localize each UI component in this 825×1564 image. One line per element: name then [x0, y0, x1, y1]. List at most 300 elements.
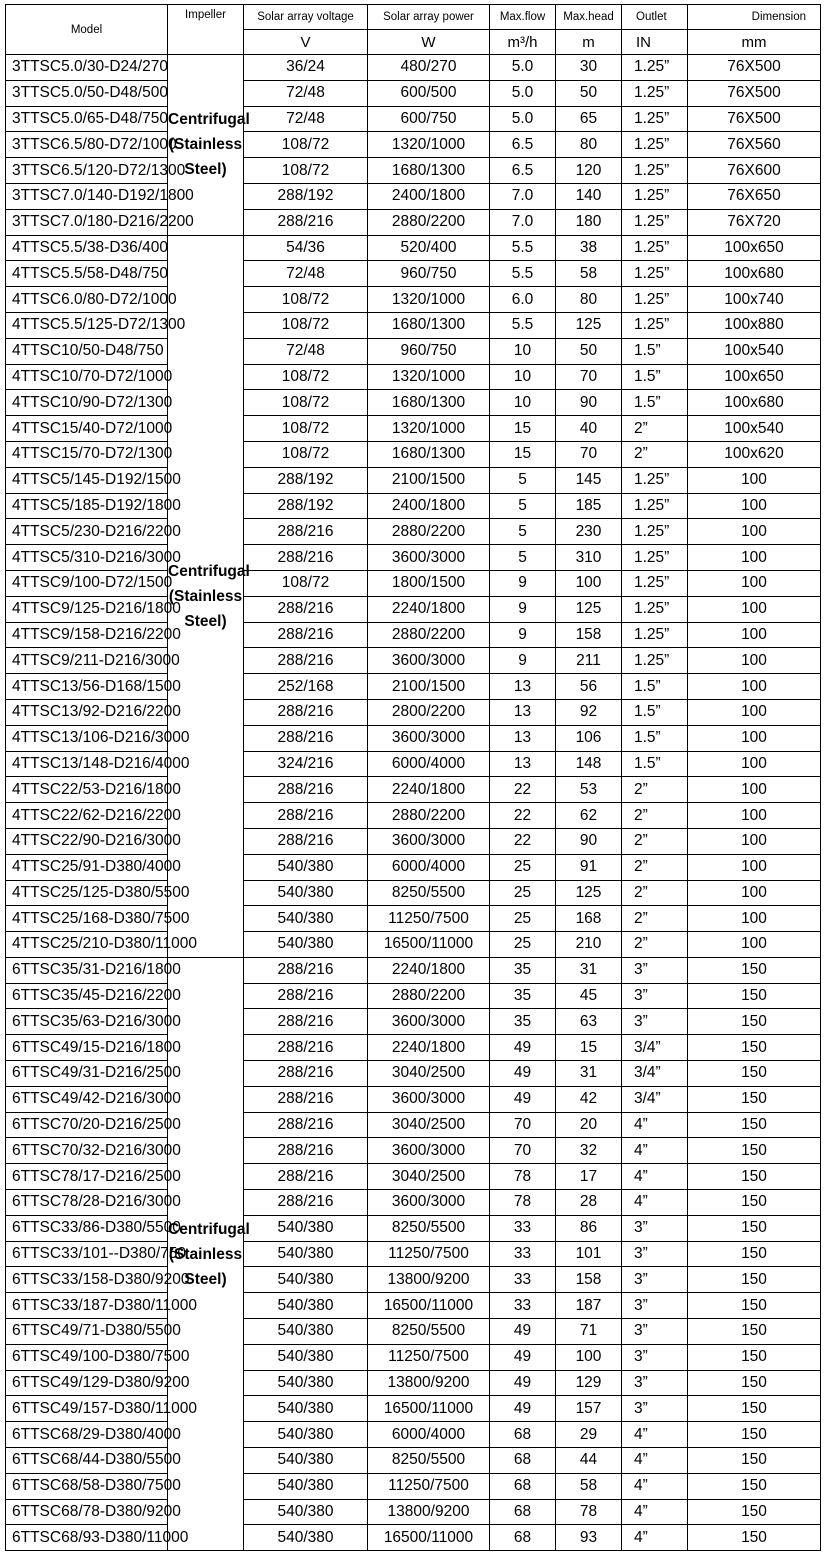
table-row	[6, 467, 821, 493]
head-cell: 30	[556, 55, 622, 81]
voltage-cell: 108/72	[244, 312, 368, 338]
power-cell: 2240/1800	[368, 1035, 490, 1061]
flow-cell: 25	[490, 906, 556, 932]
power-cell: 13800/9200	[368, 1370, 490, 1396]
table-row	[6, 183, 821, 209]
dimension-cell: 100	[688, 493, 821, 519]
head-cell: 310	[556, 545, 622, 571]
outlet-cell: 2”	[622, 803, 688, 829]
table-row	[6, 80, 821, 106]
head-cell: 148	[556, 751, 622, 777]
flow-cell: 5	[490, 467, 556, 493]
flow-cell: 70	[490, 1112, 556, 1138]
pump-spec-table	[5, 4, 821, 1551]
power-cell: 960/750	[368, 338, 490, 364]
impeller-header: Impeller	[168, 5, 244, 55]
flow-cell: 9	[490, 570, 556, 596]
head-cell: 210	[556, 932, 622, 958]
dimension-cell: 76X500	[688, 106, 821, 132]
table-row	[6, 338, 821, 364]
power-cell: 1320/1000	[368, 132, 490, 158]
model-cell: 4TTSC5.5/58-D48/750	[6, 261, 168, 287]
table-row	[6, 209, 821, 235]
outlet-cell: 3”	[622, 1241, 688, 1267]
power-cell: 1320/1000	[368, 287, 490, 313]
flow-cell: 35	[490, 1009, 556, 1035]
outlet-cell: 1.25”	[622, 183, 688, 209]
outlet-cell: 3”	[622, 1293, 688, 1319]
power-cell: 2880/2200	[368, 209, 490, 235]
power-cell: 2240/1800	[368, 596, 490, 622]
outlet-cell: 1.25”	[622, 312, 688, 338]
table-row	[6, 106, 821, 132]
outlet-cell: 4”	[622, 1499, 688, 1525]
dimension-cell: 100x880	[688, 312, 821, 338]
head-cell: 211	[556, 648, 622, 674]
voltage-cell: 108/72	[244, 158, 368, 184]
flow-cell: 9	[490, 596, 556, 622]
model-cell: 6TTSC70/20-D216/2500	[6, 1112, 168, 1138]
outlet-cell: 1.5”	[622, 390, 688, 416]
impeller-label-line: (Stainless	[168, 1245, 243, 1263]
dimension-cell: 150	[688, 1473, 821, 1499]
voltage-cell: 540/380	[244, 1525, 368, 1551]
outlet-cell: 2”	[622, 416, 688, 442]
outlet-cell: 1.25”	[622, 106, 688, 132]
flow-cell: 9	[490, 648, 556, 674]
outlet-cell: 1.25”	[622, 467, 688, 493]
voltage-cell: 540/380	[244, 1499, 368, 1525]
table-row	[6, 1319, 821, 1345]
dimension-cell: 100	[688, 854, 821, 880]
table-row	[6, 416, 821, 442]
head-cell: 31	[556, 1061, 622, 1087]
voltage-cell: 540/380	[244, 1370, 368, 1396]
dimension-cell: 150	[688, 1293, 821, 1319]
outlet-cell: 4”	[622, 1473, 688, 1499]
model-cell: 6TTSC70/32-D216/3000	[6, 1138, 168, 1164]
flow-cell: 49	[490, 1086, 556, 1112]
dimension-cell: 150	[688, 1448, 821, 1474]
outlet-cell: 2”	[622, 441, 688, 467]
outlet-cell: 1.25”	[622, 287, 688, 313]
flow-cell: 13	[490, 674, 556, 700]
flow-cell: 5.0	[490, 106, 556, 132]
table-row	[6, 1138, 821, 1164]
power-cell: 3600/3000	[368, 828, 490, 854]
table-row	[6, 880, 821, 906]
dimension-cell: 150	[688, 1190, 821, 1216]
table-row	[6, 1241, 821, 1267]
power-cell: 16500/11000	[368, 1293, 490, 1319]
table-row	[6, 1525, 821, 1551]
voltage-cell: 108/72	[244, 364, 368, 390]
outlet-cell: 1.25”	[622, 545, 688, 571]
table-row	[6, 441, 821, 467]
dimension-cell: 100x650	[688, 364, 821, 390]
voltage-cell: 108/72	[244, 287, 368, 313]
voltage-cell: 288/192	[244, 183, 368, 209]
model-cell: 3TTSC5.0/50-D48/500	[6, 80, 168, 106]
head-cell: 91	[556, 854, 622, 880]
outlet-cell: 4”	[622, 1422, 688, 1448]
flow-cell: 22	[490, 777, 556, 803]
model-cell: 3TTSC6.5/80-D72/1000	[6, 132, 168, 158]
flow-cell: 6.0	[490, 287, 556, 313]
voltage-cell: 288/216	[244, 622, 368, 648]
model-cell: 3TTSC5.0/30-D24/270	[6, 55, 168, 81]
dimension-cell: 150	[688, 1499, 821, 1525]
outlet-cell: 1.25”	[622, 622, 688, 648]
flow-cell: 5.0	[490, 80, 556, 106]
flow-cell: 49	[490, 1370, 556, 1396]
head-cell: 31	[556, 957, 622, 983]
model-cell: 4TTSC5/230-D216/2200	[6, 519, 168, 545]
table-row	[6, 777, 821, 803]
flow-cell: 10	[490, 390, 556, 416]
voltage-cell: 288/216	[244, 519, 368, 545]
model-cell: 6TTSC68/78-D380/9200	[6, 1499, 168, 1525]
power-cell: 1320/1000	[368, 416, 490, 442]
power-cell: 13800/9200	[368, 1267, 490, 1293]
dimension-cell: 100x740	[688, 287, 821, 313]
dimension-header: Dimension	[688, 5, 821, 30]
model-cell: 3TTSC5.0/65-D48/750	[6, 106, 168, 132]
model-cell: 4TTSC5.5/38-D36/400	[6, 235, 168, 261]
power-cell: 6000/4000	[368, 751, 490, 777]
head-cell: 158	[556, 622, 622, 648]
model-cell: 4TTSC25/125-D380/5500	[6, 880, 168, 906]
dimension-cell: 100	[688, 570, 821, 596]
outlet-cell: 1.5”	[622, 674, 688, 700]
table-row	[6, 55, 821, 81]
voltage-cell: 288/216	[244, 1138, 368, 1164]
table-row	[6, 1422, 821, 1448]
head-cell: 56	[556, 674, 622, 700]
dimension-cell: 100	[688, 648, 821, 674]
outlet-cell: 3”	[622, 1370, 688, 1396]
voltage-cell: 288/216	[244, 777, 368, 803]
head-cell: 58	[556, 261, 622, 287]
model-cell: 6TTSC33/187-D380/11000	[6, 1293, 168, 1319]
table-row	[6, 364, 821, 390]
dimension-cell: 150	[688, 1009, 821, 1035]
outlet-header: Outlet	[622, 5, 688, 30]
dimension-cell: 150	[688, 983, 821, 1009]
dimension-cell: 100x650	[688, 235, 821, 261]
outlet-cell: 1.25”	[622, 648, 688, 674]
dimension-cell: 100	[688, 699, 821, 725]
power-cell: 1680/1300	[368, 390, 490, 416]
flow-cell: 6.5	[490, 132, 556, 158]
voltage-header: Solar array voltage	[244, 5, 368, 30]
head-cell: 120	[556, 158, 622, 184]
power-cell: 11250/7500	[368, 906, 490, 932]
voltage-cell: 540/380	[244, 1422, 368, 1448]
dimension-cell: 150	[688, 1112, 821, 1138]
voltage-cell: 108/72	[244, 132, 368, 158]
table-row	[6, 596, 821, 622]
outlet-cell: 1.25”	[622, 132, 688, 158]
head-cell: 185	[556, 493, 622, 519]
flow-cell: 49	[490, 1396, 556, 1422]
dimension-cell: 150	[688, 1370, 821, 1396]
outlet-cell: 1.5”	[622, 751, 688, 777]
voltage-cell: 540/380	[244, 932, 368, 958]
flow-cell: 5.5	[490, 235, 556, 261]
power-cell: 3600/3000	[368, 725, 490, 751]
power-cell: 2880/2200	[368, 519, 490, 545]
outlet-cell: 3”	[622, 957, 688, 983]
power-cell: 1320/1000	[368, 364, 490, 390]
outlet-cell: 1.5”	[622, 338, 688, 364]
power-cell: 3040/2500	[368, 1112, 490, 1138]
power-cell: 1800/1500	[368, 570, 490, 596]
dimension-cell: 150	[688, 1164, 821, 1190]
flow-cell: 33	[490, 1267, 556, 1293]
voltage-cell: 540/380	[244, 1215, 368, 1241]
power-cell: 11250/7500	[368, 1473, 490, 1499]
dimension-cell: 150	[688, 1344, 821, 1370]
dimension-cell: 76X650	[688, 183, 821, 209]
flow-cell: 6.5	[490, 158, 556, 184]
voltage-cell: 288/216	[244, 1190, 368, 1216]
table-row	[6, 1473, 821, 1499]
model-cell: 4TTSC13/92-D216/2200	[6, 699, 168, 725]
voltage-cell: 36/24	[244, 55, 368, 81]
table-row	[6, 828, 821, 854]
power-cell: 11250/7500	[368, 1241, 490, 1267]
voltage-cell: 288/216	[244, 596, 368, 622]
dimension-cell: 100x680	[688, 390, 821, 416]
power-cell: 6000/4000	[368, 1422, 490, 1448]
power-cell: 13800/9200	[368, 1499, 490, 1525]
table-row	[6, 699, 821, 725]
dimension-cell: 100x540	[688, 338, 821, 364]
head-cell: 62	[556, 803, 622, 829]
head-cell: 125	[556, 880, 622, 906]
head-cell: 106	[556, 725, 622, 751]
power-cell: 2100/1500	[368, 467, 490, 493]
voltage-cell: 540/380	[244, 880, 368, 906]
outlet-cell: 2”	[622, 777, 688, 803]
impeller-label-line: Steel)	[184, 161, 227, 179]
model-cell: 4TTSC9/158-D216/2200	[6, 622, 168, 648]
outlet-cell: 2”	[622, 932, 688, 958]
dimension-cell: 100	[688, 596, 821, 622]
head-cell: 63	[556, 1009, 622, 1035]
flow-cell: 68	[490, 1473, 556, 1499]
table-row	[6, 906, 821, 932]
model-cell: 6TTSC35/63-D216/3000	[6, 1009, 168, 1035]
model-cell: 4TTSC9/100-D72/1500	[6, 570, 168, 596]
head-cell: 42	[556, 1086, 622, 1112]
model-cell: 4TTSC10/90-D72/1300	[6, 390, 168, 416]
table-row	[6, 287, 821, 313]
dimension-cell: 150	[688, 1422, 821, 1448]
table-row	[6, 932, 821, 958]
dimension-cell: 100	[688, 932, 821, 958]
flow-cell: 10	[490, 338, 556, 364]
power-cell: 8250/5500	[368, 1319, 490, 1345]
power-cell: 3600/3000	[368, 648, 490, 674]
model-cell: 4TTSC25/210-D380/11000	[6, 932, 168, 958]
flow-cell: 5.5	[490, 312, 556, 338]
head-cell: 187	[556, 1293, 622, 1319]
head-cell: 78	[556, 1499, 622, 1525]
power-cell: 480/270	[368, 55, 490, 81]
head-cell: 145	[556, 467, 622, 493]
power-unit: W	[368, 30, 490, 55]
flow-cell: 33	[490, 1215, 556, 1241]
power-cell: 3040/2500	[368, 1061, 490, 1087]
dimension-cell: 100	[688, 622, 821, 648]
flow-cell: 22	[490, 803, 556, 829]
power-cell: 2400/1800	[368, 183, 490, 209]
head-cell: 125	[556, 312, 622, 338]
flow-cell: 25	[490, 880, 556, 906]
model-cell: 6TTSC68/29-D380/4000	[6, 1422, 168, 1448]
voltage-cell: 540/380	[244, 854, 368, 880]
outlet-cell: 2”	[622, 828, 688, 854]
head-cell: 93	[556, 1525, 622, 1551]
head-cell: 125	[556, 596, 622, 622]
table-row	[6, 1396, 821, 1422]
model-cell: 3TTSC7.0/140-D192/1800	[6, 183, 168, 209]
impeller-label-line: Steel)	[184, 1270, 227, 1288]
head-cell: 140	[556, 183, 622, 209]
head-cell: 15	[556, 1035, 622, 1061]
impeller-label-line: Centrifugal	[168, 1220, 250, 1238]
voltage-unit: V	[244, 30, 368, 55]
model-cell: 4TTSC10/70-D72/1000	[6, 364, 168, 390]
flow-cell: 68	[490, 1525, 556, 1551]
table-row	[6, 158, 821, 184]
model-cell: 6TTSC78/17-D216/2500	[6, 1164, 168, 1190]
dimension-cell: 150	[688, 1319, 821, 1345]
power-cell: 600/500	[368, 80, 490, 106]
outlet-unit: IN	[622, 30, 688, 55]
model-cell: 6TTSC68/93-D380/11000	[6, 1525, 168, 1551]
model-cell: 6TTSC49/71-D380/5500	[6, 1319, 168, 1345]
table-row	[6, 1370, 821, 1396]
outlet-cell: 1.25”	[622, 158, 688, 184]
head-cell: 70	[556, 441, 622, 467]
table-row	[6, 983, 821, 1009]
dimension-cell: 150	[688, 1525, 821, 1551]
power-cell: 2880/2200	[368, 803, 490, 829]
voltage-cell: 288/192	[244, 467, 368, 493]
dimension-cell: 76X720	[688, 209, 821, 235]
voltage-cell: 108/72	[244, 570, 368, 596]
head-cell: 50	[556, 80, 622, 106]
model-cell: 4TTSC9/211-D216/3000	[6, 648, 168, 674]
model-cell: 4TTSC22/53-D216/1800	[6, 777, 168, 803]
head-cell: 90	[556, 390, 622, 416]
outlet-cell: 1.25”	[622, 493, 688, 519]
impeller-cell	[168, 235, 250, 957]
dimension-cell: 100	[688, 545, 821, 571]
impeller-label-line: Centrifugal	[168, 562, 250, 580]
head-unit: m	[556, 30, 622, 55]
table-row	[6, 519, 821, 545]
power-cell: 2800/2200	[368, 699, 490, 725]
power-cell: 16500/11000	[368, 1396, 490, 1422]
outlet-cell: 1.25”	[622, 209, 688, 235]
dimension-cell: 100	[688, 803, 821, 829]
head-cell: 230	[556, 519, 622, 545]
table-row	[6, 648, 821, 674]
outlet-cell: 3/4”	[622, 1035, 688, 1061]
voltage-cell: 288/216	[244, 1086, 368, 1112]
voltage-cell: 288/216	[244, 699, 368, 725]
table-row	[6, 1061, 821, 1087]
power-cell: 2100/1500	[368, 674, 490, 700]
flow-cell: 5	[490, 519, 556, 545]
flow-cell: 5	[490, 545, 556, 571]
flow-cell: 15	[490, 441, 556, 467]
impeller-label-line: Steel)	[184, 612, 227, 630]
model-cell: 3TTSC7.0/180-D216/2200	[6, 209, 168, 235]
voltage-cell: 540/380	[244, 1344, 368, 1370]
flow-header: Max.flow	[490, 5, 556, 30]
dimension-cell: 150	[688, 1267, 821, 1293]
table-row	[6, 1164, 821, 1190]
model-cell: 4TTSC9/125-D216/1800	[6, 596, 168, 622]
voltage-cell: 108/72	[244, 441, 368, 467]
outlet-cell: 1.25”	[622, 596, 688, 622]
head-header: Max.head	[556, 5, 622, 30]
table-row	[6, 1293, 821, 1319]
power-cell: 3600/3000	[368, 1138, 490, 1164]
head-cell: 80	[556, 132, 622, 158]
power-cell: 2400/1800	[368, 493, 490, 519]
voltage-cell: 72/48	[244, 261, 368, 287]
dimension-cell: 76X500	[688, 80, 821, 106]
flow-cell: 13	[490, 751, 556, 777]
table-row	[6, 1086, 821, 1112]
flow-cell: 10	[490, 364, 556, 390]
outlet-cell: 3”	[622, 1009, 688, 1035]
model-cell: 4TTSC25/91-D380/4000	[6, 854, 168, 880]
table-row	[6, 1448, 821, 1474]
head-cell: 29	[556, 1422, 622, 1448]
outlet-cell: 3”	[622, 1319, 688, 1345]
table-row	[6, 132, 821, 158]
dimension-cell: 100	[688, 467, 821, 493]
power-cell: 11250/7500	[368, 1344, 490, 1370]
power-cell: 1680/1300	[368, 441, 490, 467]
model-cell: 6TTSC49/15-D216/1800	[6, 1035, 168, 1061]
dimension-cell: 150	[688, 1215, 821, 1241]
table-row	[6, 803, 821, 829]
dimension-cell: 150	[688, 1086, 821, 1112]
voltage-cell: 108/72	[244, 416, 368, 442]
voltage-cell: 288/216	[244, 1164, 368, 1190]
head-cell: 168	[556, 906, 622, 932]
table-row	[6, 570, 821, 596]
flow-cell: 22	[490, 828, 556, 854]
flow-cell: 7.0	[490, 209, 556, 235]
flow-cell: 9	[490, 622, 556, 648]
voltage-cell: 540/380	[244, 1319, 368, 1345]
power-cell: 3600/3000	[368, 1086, 490, 1112]
head-cell: 65	[556, 106, 622, 132]
dimension-cell: 150	[688, 957, 821, 983]
voltage-cell: 288/216	[244, 545, 368, 571]
voltage-cell: 72/48	[244, 80, 368, 106]
model-cell: 4TTSC5/310-D216/3000	[6, 545, 168, 571]
